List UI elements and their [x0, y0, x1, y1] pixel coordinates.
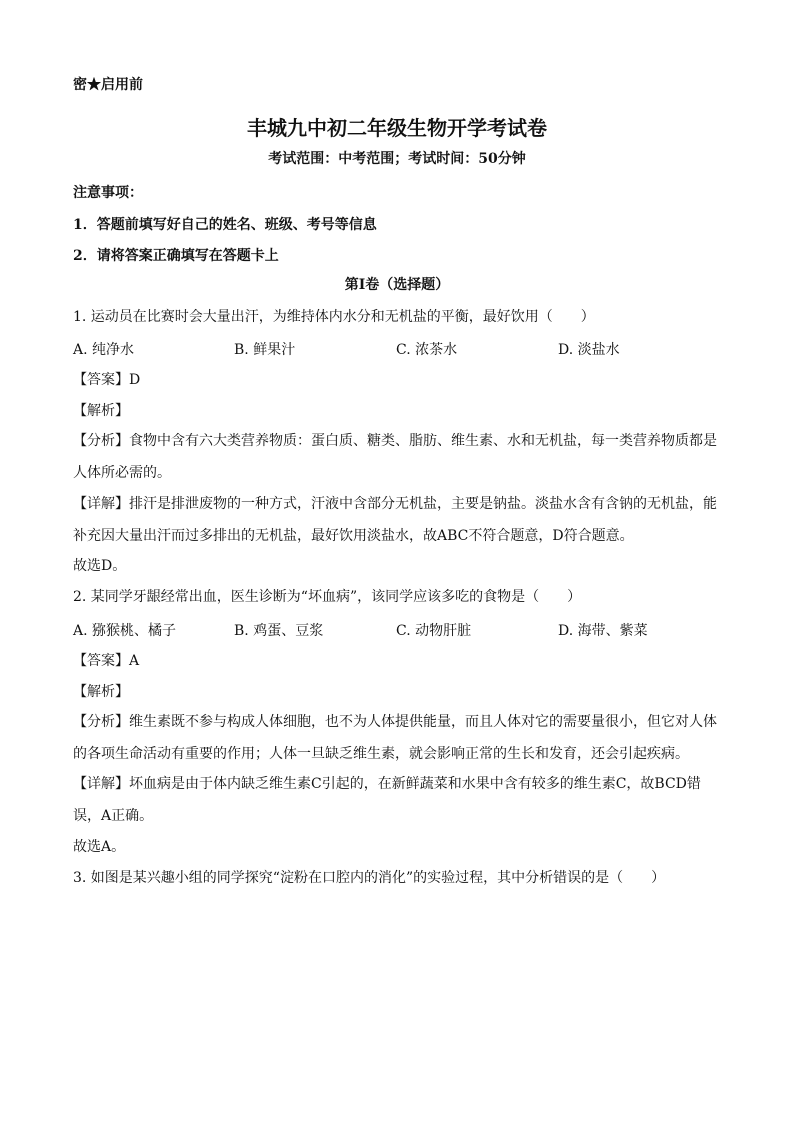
option-a: A. 猕猴桃、橘子 — [73, 623, 177, 639]
section-title: 第I卷（选择题） — [344, 277, 450, 293]
exam-subtitle: 考试范围：中考范围；考试时间：50分钟 — [268, 151, 526, 167]
exam-title: 丰城九中初二年级生物开学考试卷 — [247, 116, 547, 140]
conclusion: 故选D。 — [73, 558, 127, 574]
note-item: 1．答题前填写好自己的姓名、班级、考号等信息 — [73, 217, 377, 233]
notes-heading: 注意事项： — [73, 185, 143, 201]
analysis-fenxi: 【分析】食物中含有六大类营养物质：蛋白质、糖类、脂肪、维生素、水和无机盐，每一类营养物质都是人体所必需的。 — [73, 433, 717, 481]
answer-label: 【答案】A — [73, 653, 140, 669]
question-stem: 1. 运动员在比赛时会大量出汗，为维持体内水分和无机盐的平衡，最好饮用（ ） — [73, 309, 595, 325]
option-d: D. 淡盐水 — [558, 342, 620, 358]
analysis-label: 【解析】 — [73, 684, 129, 700]
analysis-xiangjie: 【详解】坏血病是由于体内缺乏维生素C引起的，在新鲜蔬菜和水果中含有较多的维生素C，故BCD错误，A正确。 — [73, 776, 701, 824]
analysis-label: 【解析】 — [73, 403, 129, 419]
analysis-fenxi: 【分析】维生素既不参与构成人体细胞，也不为人体提供能量，而且人体对它的需要量很小，但它对人体的各项生命活动有重要的作用；人体一旦缺乏维生素，就会影响正常的生长和发育，还会引起疾病。 — [73, 714, 717, 762]
question-stem: 2. 某同学牙龈经常出血，医生诊断为“坏血病”，该同学应该多吃的食物是（ ） — [73, 589, 582, 605]
option-a: A. 纯净水 — [73, 342, 135, 358]
option-c: C. 动物肝脏 — [396, 623, 472, 639]
note-item: 2．请将答案正确填写在答题卡上 — [73, 248, 279, 264]
option-b: B. 鲜果汁 — [234, 342, 296, 358]
option-d: D. 海带、紫菜 — [558, 623, 648, 639]
option-c: C. 浓茶水 — [396, 342, 458, 358]
analysis-xiangjie: 【详解】排汗是排泄废物的一种方式，汗液中含部分无机盐，主要是钠盐。淡盐水含有含钠的无机盐，能补充因大量出汗而过多排出的无机盐，最好饮用淡盐水，故ABC不符合题意，D符合题意。 — [73, 496, 717, 544]
secret-mark: 密★启用前 — [73, 77, 143, 93]
option-b: B. 鸡蛋、豆浆 — [234, 623, 324, 639]
answer-label: 【答案】D — [73, 372, 141, 388]
conclusion: 故选A。 — [73, 839, 126, 855]
question-stem: 3. 如图是某兴趣小组的同学探究“淀粉在口腔内的消化”的实验过程，其中分析错误的是（ ） — [73, 870, 666, 886]
